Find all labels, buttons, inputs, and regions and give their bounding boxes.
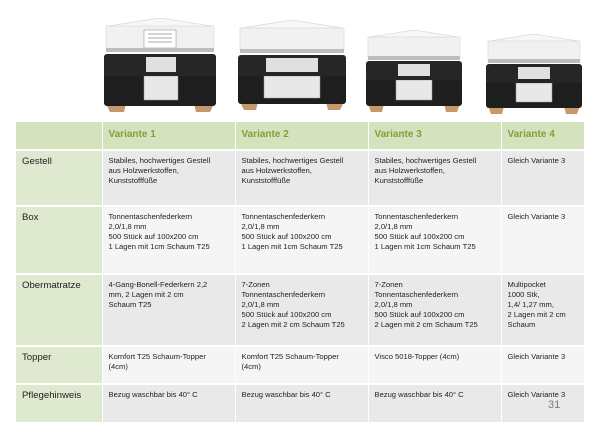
table-cell: 7-Zonen Tonnentaschenfederkern 2,0/1,8 mm 500 Stück auf 100x200 cm 2 Lagen mit 2 cm Schaum T25: [368, 274, 501, 346]
boxspring-bed-image-4: [486, 34, 582, 114]
table-cell: 4-Gang-Bonell-Federkern 2,2 mm, 2 Lagen mit 2 cm Schaum T25: [102, 274, 235, 346]
table-cell: Bezug waschbar bis 40° C: [102, 384, 235, 422]
header-variante-2: Variante 2: [235, 122, 368, 150]
header-variante-4: Variante 4: [501, 122, 584, 150]
table-cell: 7-Zonen Tonnentaschenfederkern 2,0/1,8 mm 500 Stück auf 100x200 cm 2 Lagen mit 2 cm Schaum T25: [235, 274, 368, 346]
boxspring-bed-image-1: [104, 18, 216, 112]
table-row-box: [16, 206, 584, 274]
row-label-box: Box: [16, 206, 102, 274]
comparison-table: [16, 122, 584, 422]
table-cell: Gleich Variante 3: [501, 384, 584, 422]
table-cell: Bezug waschbar bis 40° C: [368, 384, 501, 422]
table-cell: Tonnentaschenfederkern 2,0/1,8 mm 500 Stück auf 100x200 cm 1 Lagen mit 1cm Schaum T25: [235, 206, 368, 274]
boxspring-bed-image-2: [238, 20, 346, 110]
row-label-obermatratze: Obermatratze: [16, 274, 102, 346]
table-cell: Gleich Variante 3: [501, 346, 584, 384]
table-cell: Multipocket 1000 Stk, 1,4/ 1,27 mm, 2 Lagen mit 2 cm Schaum: [501, 274, 584, 346]
table-cell: Tonnentaschenfederkern 2,0/1,8 mm 500 Stück auf 100x200 cm 1 Lagen mit 1cm Schaum T25: [102, 206, 235, 274]
table-cell: Stabiles, hochwertiges Gestell aus Holzwerkstoffen, Kunststofffüße: [235, 150, 368, 206]
table-cell: Tonnentaschenfederkern 2,0/1,8 mm 500 Stück auf 100x200 cm 1 Lagen mit 1cm Schaum T25: [368, 206, 501, 274]
table-cell: Gleich Variante 3: [501, 206, 584, 274]
row-label-pflegehinweis: Pflegehinweis: [16, 384, 102, 422]
table-cell: Komfort T25 Schaum-Topper (4cm): [235, 346, 368, 384]
table-cell: Bezug waschbar bis 40° C: [235, 384, 368, 422]
header-corner-cell: [16, 122, 102, 150]
header-variante-3: Variante 3: [368, 122, 501, 150]
table-cell: Komfort T25 Schaum-Topper (4cm): [102, 346, 235, 384]
table-row-pflegehinweis: [16, 384, 584, 422]
table-cell: Visco 5018-Topper (4cm): [368, 346, 501, 384]
table-row-gestell: [16, 150, 584, 206]
row-label-topper: Topper: [16, 346, 102, 384]
page-number: 31: [548, 399, 561, 411]
row-label-gestell: Gestell: [16, 150, 102, 206]
product-images: [0, 0, 600, 118]
table-cell: Gleich Variante 3: [501, 150, 584, 206]
table-cell: Stabiles, hochwertiges Gestell aus Holzwerkstoffen, Kunststofffüße: [368, 150, 501, 206]
header-variante-1: Variante 1: [102, 122, 235, 150]
table-cell: Stabiles, hochwertiges Gestell aus Holzwerkstoffen, Kunststofffüße: [102, 150, 235, 206]
table-header-row: [16, 122, 584, 150]
table-row-obermatratze: [16, 274, 584, 346]
table-row-topper: [16, 346, 584, 384]
boxspring-bed-image-3: [366, 30, 462, 112]
